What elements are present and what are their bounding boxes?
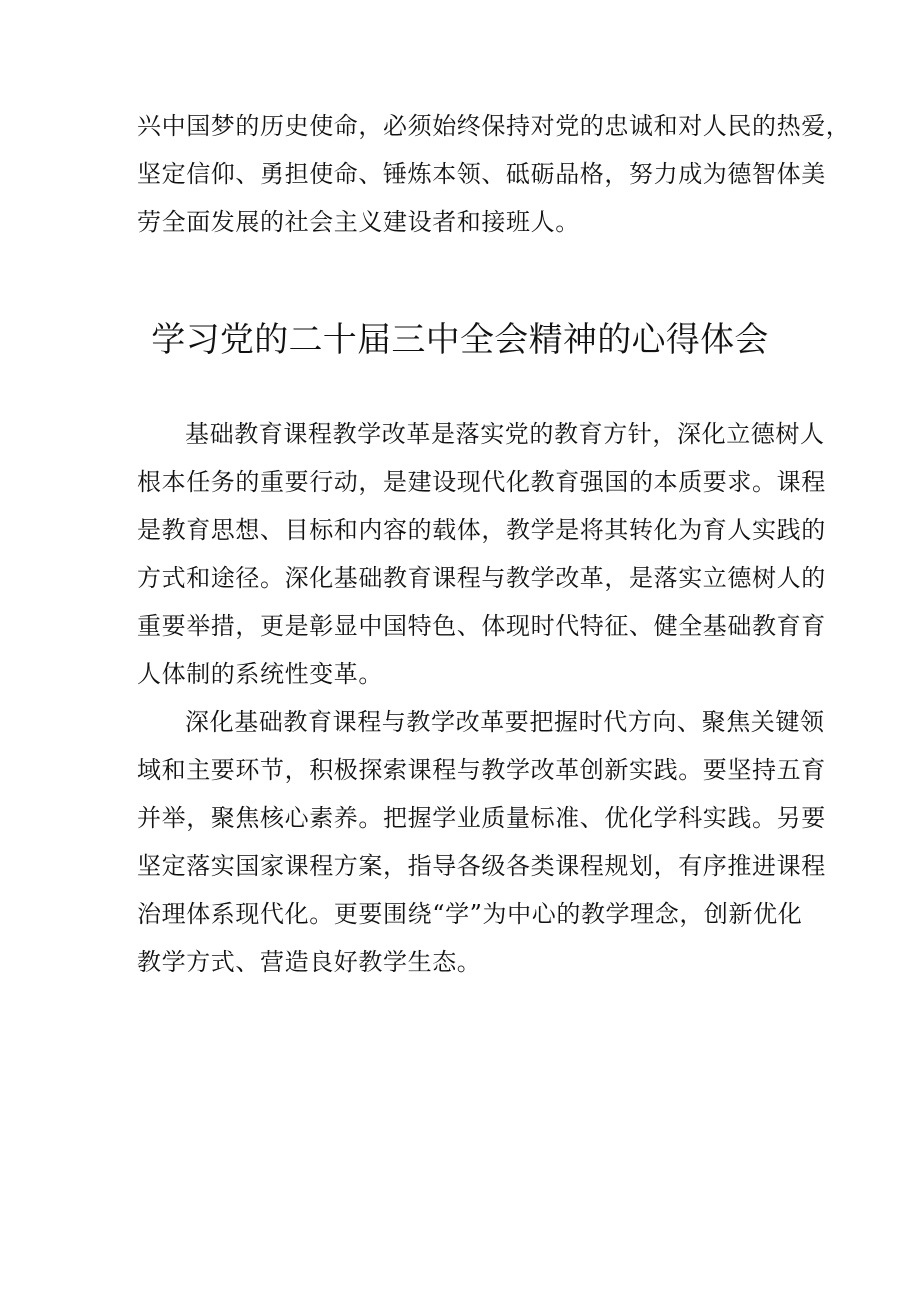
body-text (137, 410, 826, 986)
paragraph-1-line-1: 基础教育课程教学改革是落实党的教育方针，深化立德树人 (185, 420, 825, 448)
paragraph-1-line-6: 人体制的系统性变革。 (137, 660, 383, 688)
paragraph-1 (137, 410, 826, 698)
document-title: 学习党的二十届三中全会精神的心得体会 (151, 320, 769, 360)
paragraph-2-line-1: 深化基础教育课程与教学改革要把握时代方向、聚焦关键领 (185, 708, 825, 736)
paragraph-2 (137, 698, 826, 986)
paragraph-2-line-3: 并举，聚焦核心素养。把握学业质量标准、优化学科实践。另要 (137, 804, 826, 832)
paragraph-2-line-6: 教学方式、营造良好教学生态。 (137, 948, 482, 976)
intro-line-1: 兴中国梦的历史使命，必须始终保持对党的忠诚和对人民的热爱， (137, 112, 851, 140)
paragraph-2-line-4: 坚定落实国家课程方案，指导各级各类课程规划，有序推进课程 (137, 852, 826, 880)
paragraph-1-line-4: 方式和途径。深化基础教育课程与教学改革，是落实立德树人的 (137, 564, 826, 592)
paragraph-1-line-2: 根本任务的重要行动，是建设现代化教育强国的本质要求。课程 (137, 468, 826, 496)
paragraph-2-line-5: 治理体系现代化。更要围绕“学”为中心的教学理念，创新优化 (137, 900, 803, 928)
paragraph-1-line-3: 是教育思想、目标和内容的载体，教学是将其转化为育人实践的 (137, 516, 826, 544)
intro-line-2: 坚定信仰、勇担使命、锤炼本领、砥砺品格，努力成为德智体美 (137, 160, 826, 188)
intro-paragraph (137, 102, 851, 246)
paragraph-2-line-2: 域和主要环节，积极探索课程与教学改革创新实践。要坚持五育 (137, 756, 826, 784)
paragraph-1-line-5: 重要举措，更是彰显中国特色、体现时代特征、健全基础教育育 (137, 612, 826, 640)
intro-line-3: 劳全面发展的社会主义建设者和接班人。 (137, 208, 580, 236)
